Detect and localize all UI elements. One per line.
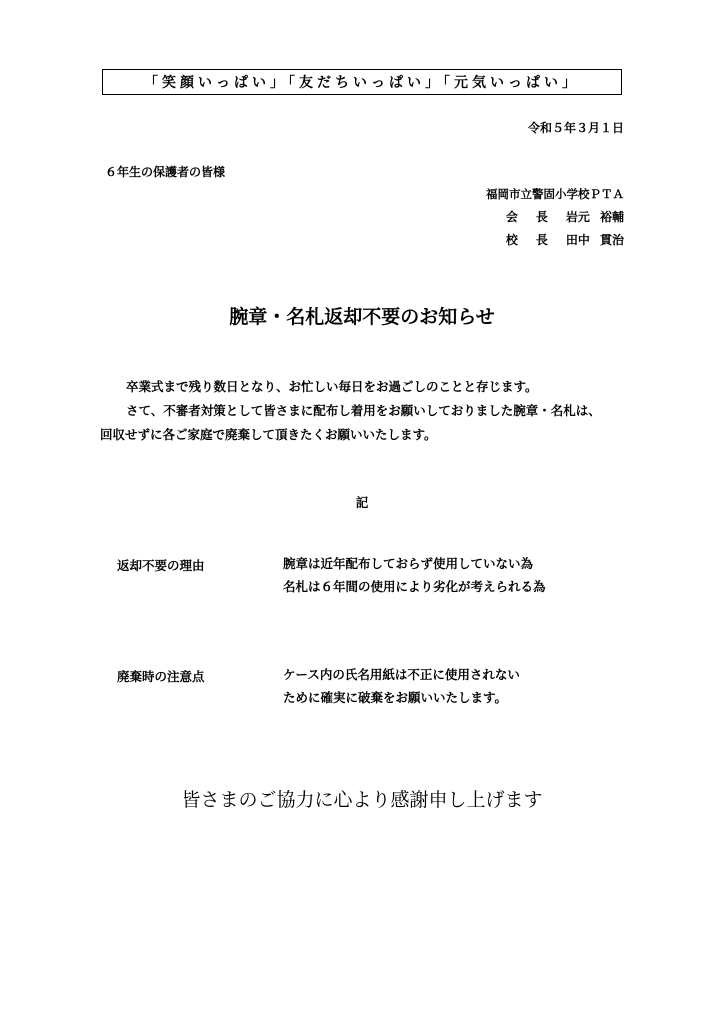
document-title: 腕章・名札返却不要のお知らせ (229, 306, 495, 328)
item-text-reason (283, 552, 546, 598)
sender-name: 田中 貫治 (565, 233, 624, 247)
item-text-caution (283, 663, 520, 709)
motto-text: 「笑顔いっぱい」「友だちいっぱい」「元気いっぱい」 (144, 75, 580, 91)
body-line-1: 卒業式まで残り数日となり、お忙しい毎日をお過ごしのことと存じます。 (126, 379, 538, 394)
body-paragraph-2 (100, 399, 633, 447)
item-line: ために確実に破棄をお願いいたします。 (283, 690, 508, 705)
sender-role: 会長 (505, 210, 566, 224)
item-line: 名札は６年間の使用により劣化が考えられる為 (283, 579, 546, 594)
body-line-3: 回収せずに各ご家庭で廃棄して頂きたくお願いいたします。 (100, 427, 437, 442)
item-line: 腕章は近年配布しておらず使用していない為 (283, 556, 534, 571)
issue-date: 令和５年３月１日 (527, 121, 624, 135)
sender-role: 校長 (505, 233, 566, 247)
sender-row-chairman (506, 208, 624, 225)
item-line: ケース内の氏名用紙は不正に使用されない (283, 667, 520, 682)
recipient: ６年生の保護者の皆様 (105, 165, 226, 179)
ki-heading: 記 (355, 495, 369, 510)
sender-name: 岩元 裕輔 (565, 210, 624, 224)
item-label-caution: 廃棄時の注意点 (117, 669, 205, 684)
sender-organization: 福岡市立警固小学校ＰＴＡ (486, 187, 624, 201)
body-line-2: さて、不審者対策として皆さまに配布し着用をお願いしておりました腕章・名札は、 (126, 403, 601, 418)
closing-message: 皆さまのご協力に心より感謝申し上げます (181, 789, 543, 811)
sender-row-principal (506, 231, 624, 248)
motto-banner (102, 69, 622, 95)
item-label-reason: 返却不要の理由 (117, 558, 205, 573)
